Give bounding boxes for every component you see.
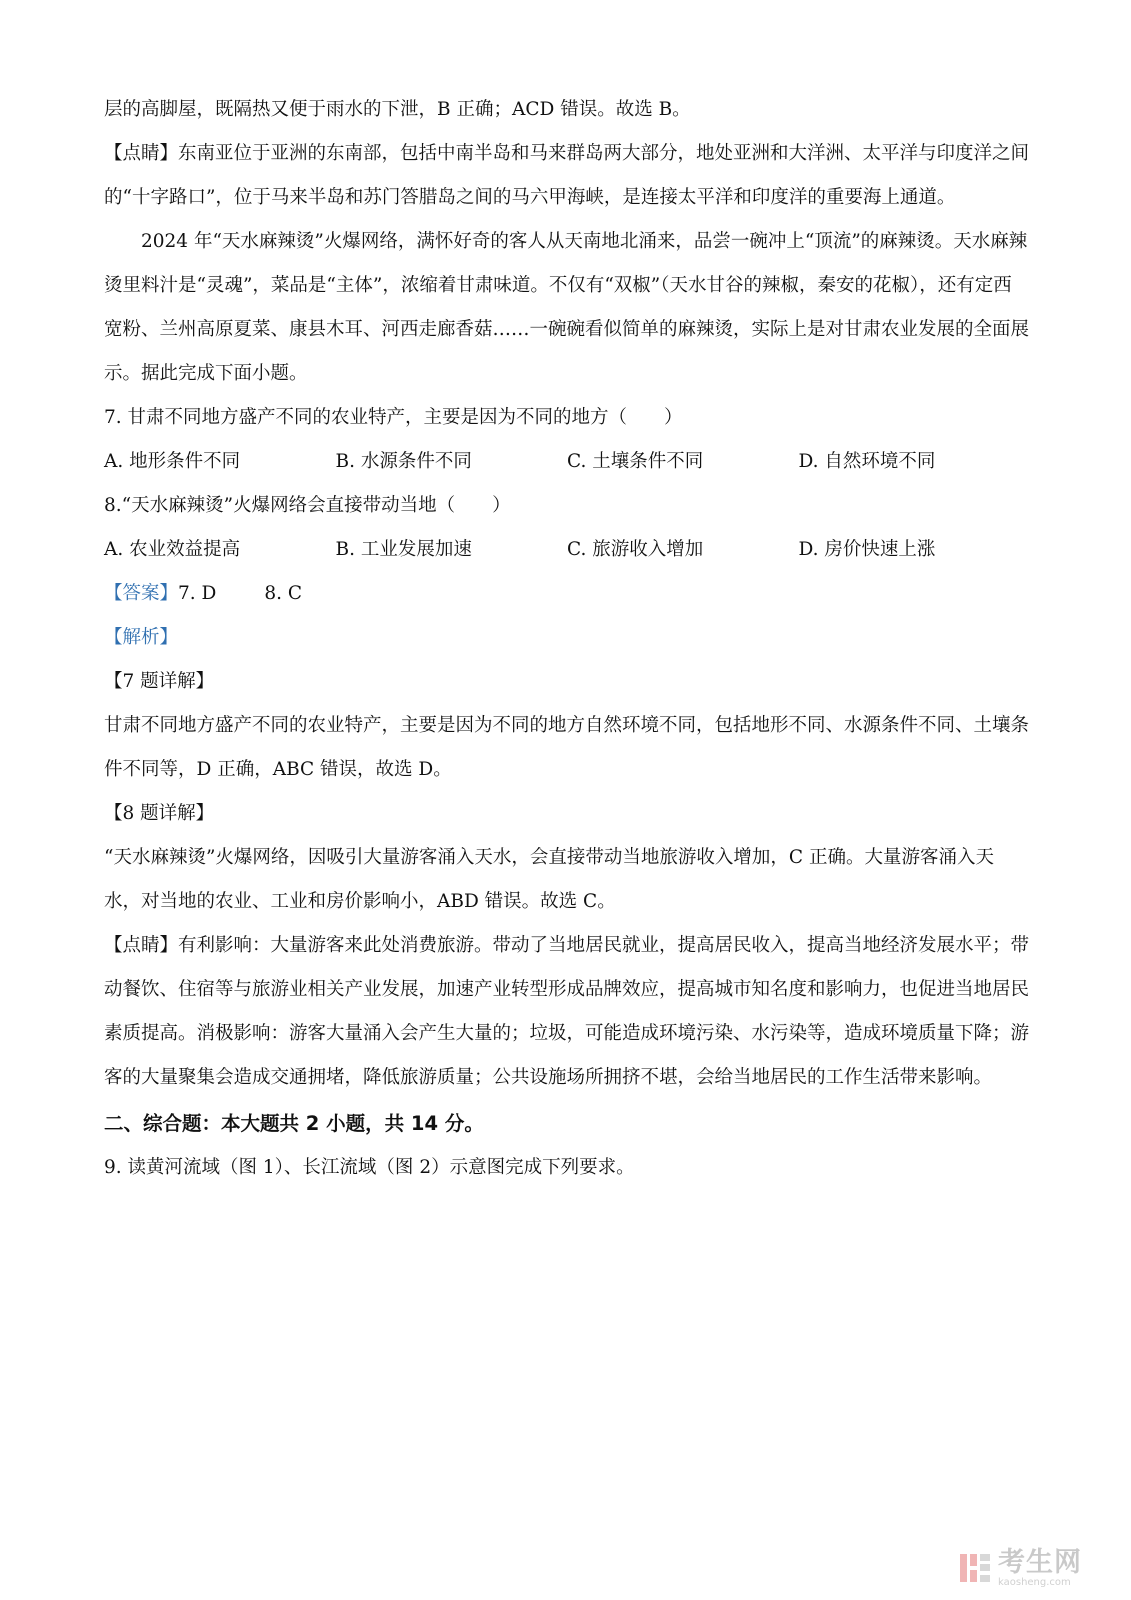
dianjing-note-1 — [104, 132, 1030, 220]
question-8-stem: 8.“天水麻辣烫”火爆网络会直接带动当地（ ） — [104, 495, 511, 516]
detail-7-text: 甘肃不同地方盛产不同的农业特产，主要是因为不同的地方自然环境不同，包括地形不同、水源条件不同、土壤条件不同等，D 正确，ABC 错误，故选 D。 — [104, 715, 1030, 780]
dianjing-2-text: 有利影响：大量游客来此处消费旅游。带动了当地居民就业，提高居民收入，提高当地经济发展水平；带动餐饮、住宿等与旅游业相关产业发展，加速产业转型形成品牌效应，提高城市知名度和影响力，也促进当地居民素质提高。消极影响：游客大量涌入会产生大量的；垃圾，可能造成环境污染、水污染等，造成环境质量下降；游客的大量聚集会造成交通拥堵，降低旅游质量；公共设施场所拥挤不堪，会给当地居民的工作生活带来影响。 — [104, 935, 1030, 1088]
q8-option-b: B. 工业发展加速 — [335, 539, 472, 560]
analysis-label: 【解析】 — [104, 627, 179, 648]
question-7-stem: 7. 甘肃不同地方盛产不同的农业特产，主要是因为不同的地方（ ） — [104, 407, 683, 428]
dianjing-text: 东南亚位于亚洲的东南部，包括中南半岛和马来群岛两大部分，地处亚洲和大洋洲、太平洋与印度洋之间的“十字路口”，位于马来半岛和苏门答腊岛之间的马六甲海峡，是连接太平洋和印度洋的重要海上通道。 — [104, 143, 1030, 208]
detail-7-label: 【7 题详解】 — [104, 671, 215, 692]
q8-option-a: A. 农业效益提高 — [104, 539, 241, 560]
answer-line — [104, 572, 1030, 616]
watermark-logo — [958, 1548, 1108, 1588]
continued-paragraph: 层的高脚屋，既隔热又便于雨水的下泄，B 正确；ACD 错误。故选 B。 — [104, 99, 691, 120]
question-9-stem: 9. 读黄河流域（图 1）、长江流域（图 2）示意图完成下列要求。 — [104, 1157, 635, 1178]
q7-option-c: C. 土壤条件不同 — [567, 451, 704, 472]
detail-8-label: 【8 题详解】 — [104, 803, 215, 824]
kaosheng-logo-icon — [958, 1551, 992, 1585]
answer-7: 7. D — [178, 583, 217, 604]
q7-option-d: D. 自然环境不同 — [798, 451, 936, 472]
q7-option-a: A. 地形条件不同 — [104, 451, 241, 472]
dianjing-label: 【点睛】 — [104, 143, 179, 164]
detail-8-text: “天水麻辣烫”火爆网络，因吸引大量游客涌入天水，会直接带动当地旅游收入增加，C 正确。大量游客涌入天水，对当地的农业、工业和房价影响小，ABD 错误。故选 C。 — [104, 847, 994, 912]
question-7-options — [104, 440, 1030, 484]
q8-option-d: D. 房价快速上涨 — [798, 539, 936, 560]
dianjing-note-2 — [104, 924, 1030, 1100]
watermark-text-cn: 考生网 — [998, 1546, 1082, 1578]
watermark-text-en: kaosheng.com — [998, 1576, 1071, 1588]
dianjing-2-label: 【点睛】 — [104, 935, 179, 956]
material-paragraph: 2024 年“天水麻辣烫”火爆网络，满怀好奇的客人从天南地北涌来，品尝一碗冲上“顶流”的麻辣烫。天水麻辣烫里料汁是“灵魂”，菜品是“主体”，浓缩着甘肃味道。不仅有“双椒”（天水甘谷的辣椒，秦安的花椒），还有定西宽粉、兰州高原夏菜、康县木耳、河西走廊香菇……一碗碗看似简单的麻辣烫，实际上是对甘肃农业发展的全面展示。据此完成下面小题。 — [104, 231, 1030, 384]
section-2-heading: 二、综合题：本大题共 2 小题，共 14 分。 — [104, 1112, 484, 1135]
answer-8: 8. C — [264, 583, 303, 604]
question-8-options — [104, 528, 1030, 572]
answer-label: 【答案】 — [104, 583, 179, 604]
q7-option-b: B. 水源条件不同 — [335, 451, 472, 472]
document-body — [104, 88, 1030, 1190]
q8-option-c: C. 旅游收入增加 — [567, 539, 704, 560]
